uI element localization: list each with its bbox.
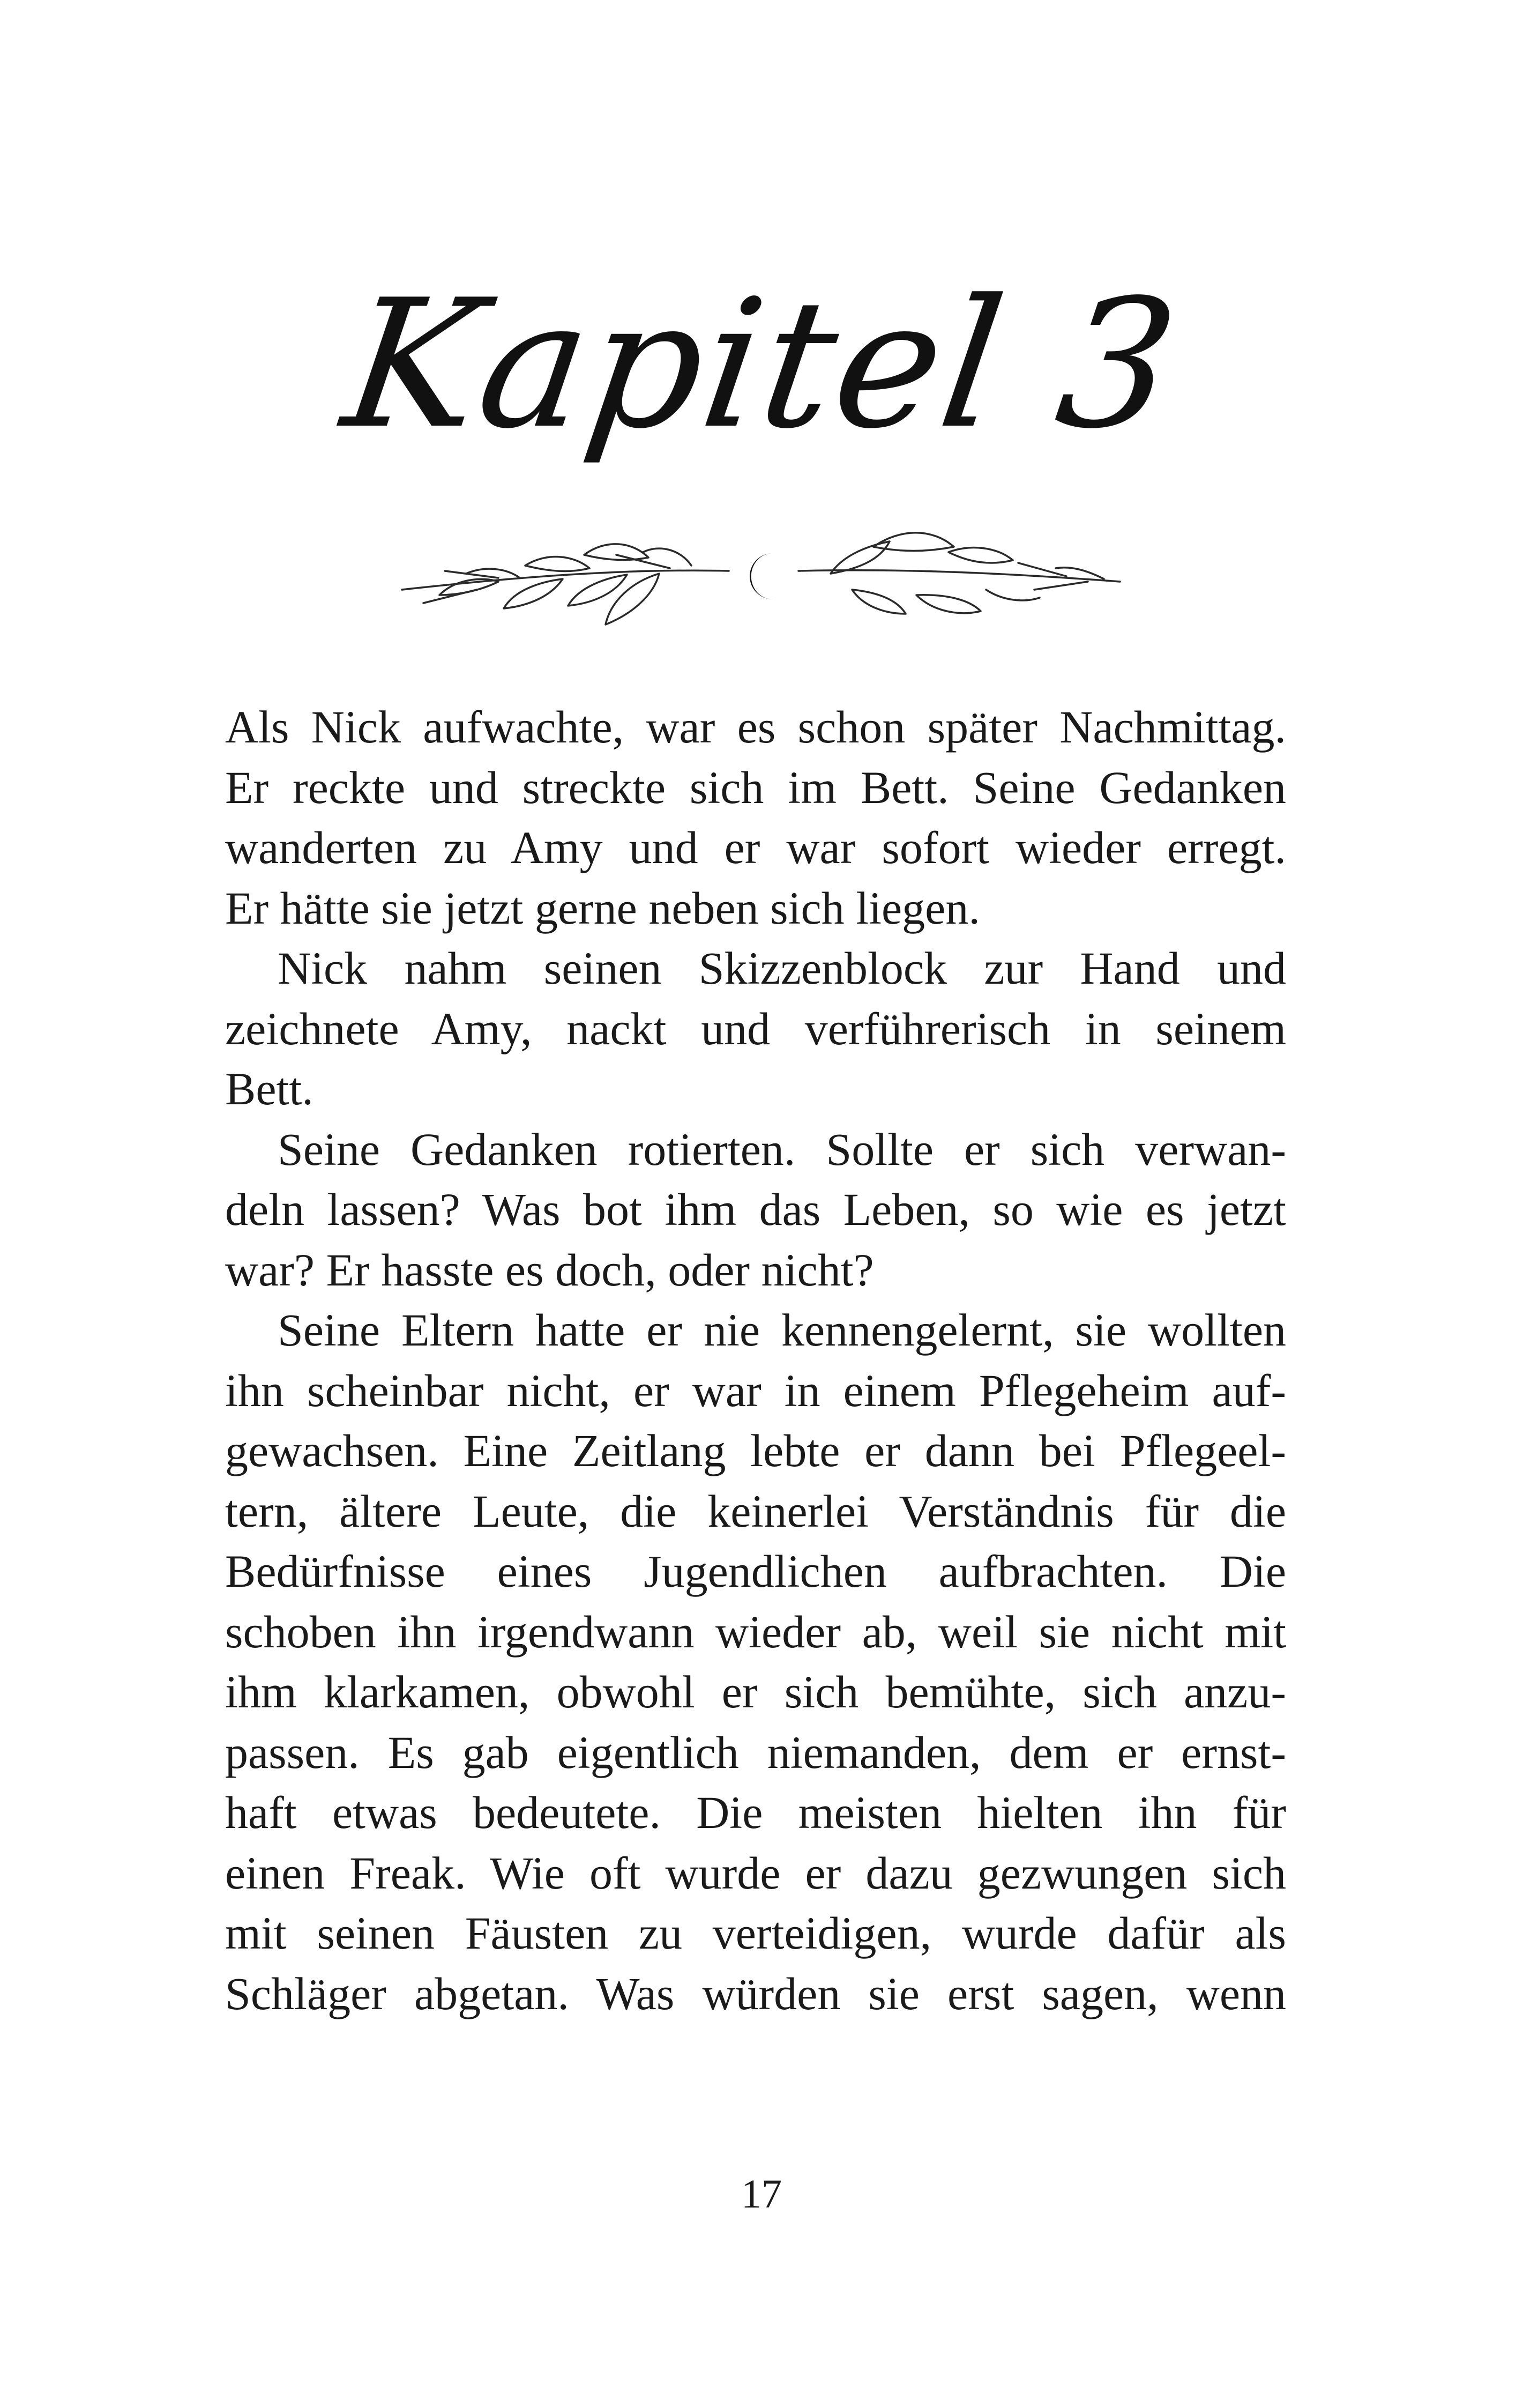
chapter-body	[225, 697, 1286, 2024]
text-line: Er hätte sie jetzt gerne neben sich liegen.	[225, 882, 980, 934]
text-line: Schläger abgetan. Was würden sie erst sagen, wenn	[225, 1967, 1286, 2019]
text-line: zeichnete Amy, nackt und verführerisch in seinem	[225, 1002, 1286, 1054]
text-line: Seine Gedanken rotierten. Sollte er sich verwan-	[278, 1123, 1286, 1175]
leaf-branch-crescent-moon-icon	[391, 515, 1131, 654]
text-line: ihm klarkamen, obwohl er sich bemühte, sich anzu-	[225, 1666, 1286, 1718]
text-line: Bett.	[225, 1063, 313, 1114]
text-line: wanderten zu Amy und er war sofort wieder erregt.	[225, 822, 1286, 873]
text-line: war? Er hasste es doch, oder nicht?	[225, 1244, 874, 1296]
paragraph-2	[225, 938, 1286, 1119]
paragraph-4	[225, 1300, 1286, 2024]
text-line: passen. Es gab eigentlich niemanden, dem er ernst-	[225, 1726, 1286, 1778]
paragraph-1	[225, 697, 1286, 938]
paragraph-3	[225, 1119, 1286, 1300]
text-line: haft etwas bedeutete. Die meisten hielten ihn für	[225, 1787, 1286, 1838]
text-line: Nick nahm seinen Skizzenblock zur Hand und	[278, 942, 1286, 994]
text-line: Als Nick aufwachte, war es schon später Nachmittag.	[225, 701, 1286, 753]
chapter-title: Kapitel 3	[333, 262, 1190, 467]
text-line: Bedürfnisse eines Jugendlichen aufbrachten. Die	[225, 1545, 1286, 1597]
text-line: einen Freak. Wie oft wurde er dazu gezwungen sich	[225, 1847, 1286, 1899]
text-line: gewachsen. Eine Zeitlang lebte er dann bei Pflegeel-	[225, 1425, 1286, 1476]
text-line: Er reckte und streckte sich im Bett. Seine Gedanken	[225, 761, 1286, 813]
text-line: Seine Eltern hatte er nie kennengelernt, sie wollten	[278, 1304, 1286, 1356]
text-line: tern, ältere Leute, die keinerlei Verständnis für die	[225, 1485, 1286, 1537]
text-line: ihn scheinbar nicht, er war in einem Pflegeheim auf-	[225, 1364, 1286, 1416]
text-line: deln lassen? Was bot ihm das Leben, so wie es jetzt	[225, 1184, 1286, 1235]
text-line: mit seinen Fäusten zu verteidigen, wurde dafür als	[225, 1907, 1286, 1959]
text-line: schoben ihn irgendwann wieder ab, weil sie nicht mit	[225, 1606, 1286, 1658]
page-number: 17	[741, 2172, 782, 2217]
